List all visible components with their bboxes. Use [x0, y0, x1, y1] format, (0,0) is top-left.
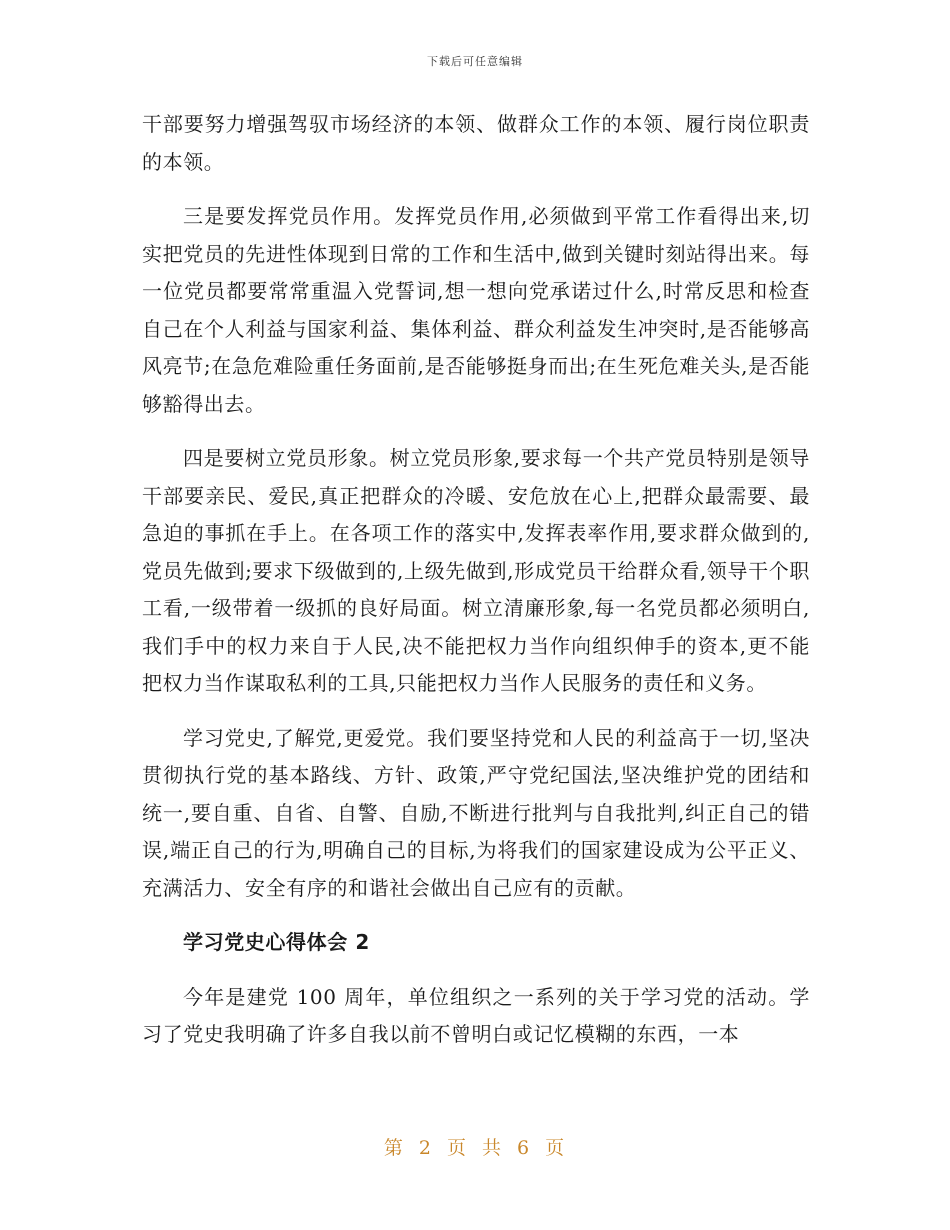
document-body [142, 106, 810, 1054]
paragraph-continuation: 干部要努力增强驾驭市场经济的本领、做群众工作的本领、履行岗位职责的本领。 [142, 112, 810, 174]
paragraph-learn-party-history: 学习党史,了解党,更爱党。我们要坚持党和人民的利益高于一切,坚决贯彻执行党的基本路线、方针、政策,严守党纪国法,坚决维护党的团结和统一,要自重、自省、自警、自励,不断进行批判与自我批判,纠正自己的错误,端正自己的行为,明确自己的目标,为将我们的国家建设成为公平正义、充满活力、安全有序的和谐社会做出自己应有的贡献。 [142, 725, 810, 900]
page-number: 第 2 页 共 6 页 [383, 1137, 567, 1159]
page-header-note: 下载后可任意编辑 [427, 55, 523, 68]
section-heading: 学习党史心得体会 2 [183, 930, 370, 954]
paragraph-section-intro: 今年是建党 100 周年，单位组织之一系列的关于学习党的活动。学习了党史我明确了许多自我以前不曾明白或记忆模糊的东西，一本 [142, 984, 810, 1046]
paragraph-party-member-role: 三是要发挥党员作用。发挥党员作用,必须做到平常工作看得出来,切实把党员的先进性体现到日常的工作和生活中,做到关键时刻站得出来。每一位党员都要常常重温入党誓词,想一想向党承诺过什么,时常反思和检查自己在个人利益与国家利益、集体利益、群众利益发生冲突时,是否能够高风亮节;在急危难险重任务面前,是否能够挺身而出;在生死危难关头,是否能够豁得出去。 [142, 204, 810, 416]
paragraph-party-member-image: 四是要树立党员形象。树立党员形象,要求每一个共产党员特别是领导干部要亲民、爱民,真正把群众的冷暖、安危放在心上,把群众最需要、最急迫的事抓在手上。在各项工作的落实中,发挥表率作用,要求群众做到的,党员先做到;要求下级做到的,上级先做到,形成党员干给群众看,领导干个职工看,一级带着一级抓的良好局面。树立清廉形象,每一名党员都必须明白,我们手中的权力来自于人民,决不能把权力当作向组织伸手的资本,更不能把权力当作谋取私利的工具,只能把权力当作人民服务的责任和义务。 [142, 446, 810, 695]
